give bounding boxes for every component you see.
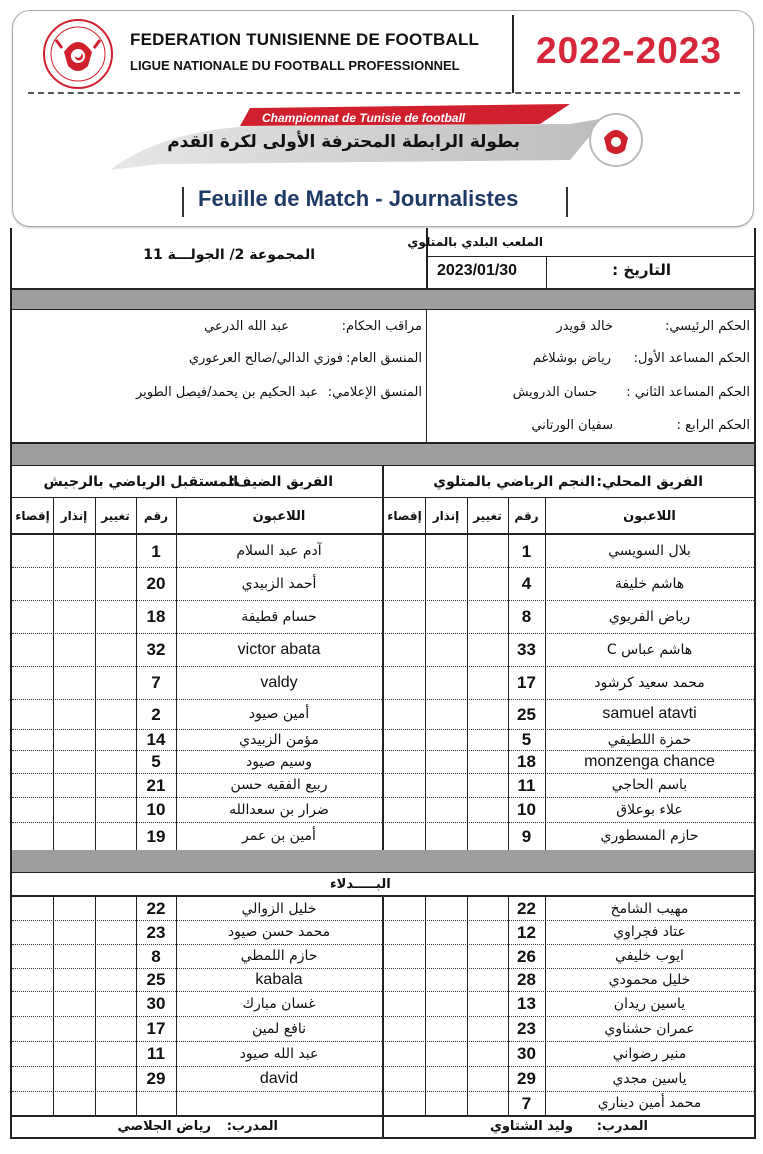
home-sub-number: 13 — [517, 994, 536, 1013]
home-starter-number: 18 — [517, 752, 536, 771]
media-name: عبد الحكيم بن يحمد/فيصل الطوير — [136, 385, 318, 400]
assistant2-name: حسان الدرويش — [512, 385, 597, 400]
away-sub-name: غسان مبارك — [242, 995, 316, 1012]
away-col-sep — [53, 897, 54, 1115]
row-divider — [12, 968, 754, 969]
row-divider — [12, 991, 754, 992]
home-starter-number: 1 — [521, 541, 532, 561]
home-sub-name: ياسين مجدي — [612, 1070, 687, 1087]
ligue-logo-icon — [588, 112, 644, 168]
home-starter-name: رياض الفريوي — [608, 608, 691, 625]
home-starter-number: 11 — [517, 775, 536, 795]
assistant1-name: رياض بوشلاغم — [532, 351, 611, 366]
home-starter-number: 33 — [517, 640, 536, 659]
row-divider — [12, 797, 754, 798]
home-sub-number: 28 — [517, 970, 536, 989]
away-sub-name: نافع لمين — [252, 1020, 306, 1037]
away-sub-name: حازم اللمطي — [240, 948, 318, 964]
away-starter-name: victor abata — [237, 640, 321, 658]
title-bar-left — [182, 187, 184, 217]
sheet-title: Feuille de Match - Journalistes — [198, 186, 519, 211]
observer-label: مراقب الحكام: — [341, 319, 422, 334]
row-divider — [12, 633, 754, 634]
away-sub-number: 30 — [146, 994, 166, 1013]
away-sub-number: 22 — [146, 899, 166, 918]
away-sub-number: 25 — [146, 970, 166, 989]
away-sub-name: kabala — [255, 970, 303, 988]
row-divider — [12, 944, 754, 945]
away-sub-name: david — [259, 1069, 299, 1087]
home-sub-name: عتاد فجراوي — [613, 924, 686, 940]
away-starter-name: أحمد الزبيدي — [241, 575, 317, 592]
home-starter-name: حازم المسطوري — [600, 828, 699, 844]
assistant2-label: الحكم المساعد الثاني : — [626, 385, 750, 400]
away-starter-number: 7 — [151, 673, 161, 692]
away-starter-number: 14 — [146, 730, 166, 749]
home-header-change: تغيير — [473, 509, 502, 523]
championship-ar: بطولة الرابطة المحترفة الأولى لكرة القدم — [167, 132, 520, 152]
away-starter-number: 2 — [151, 704, 161, 724]
home-sub-name: ياسين ريدان — [613, 995, 686, 1012]
home-coach-label: المدرب: — [596, 1119, 648, 1134]
gray-band-3 — [10, 850, 755, 872]
home-starter-name: هاشم عباس C — [606, 641, 693, 658]
home-team-label: الفريق المحلي: — [596, 474, 703, 490]
home-sub-name: ايوب خليفي — [615, 948, 684, 964]
row-divider — [12, 666, 754, 667]
ftf-logo-icon — [42, 18, 114, 90]
away-sub-name: عبد الله صيود — [239, 1045, 319, 1062]
home-starter-number: 8 — [521, 607, 532, 626]
row-divider — [12, 729, 754, 730]
home-header-players: اللاعبون — [623, 509, 676, 524]
coordinator-label: المنسق العام: — [346, 351, 422, 366]
row-divider — [12, 1016, 754, 1017]
home-starter-number: 5 — [521, 730, 532, 749]
away-starter-number: 10 — [146, 800, 166, 819]
away-sub-number: 8 — [151, 946, 161, 966]
row-divider — [12, 822, 754, 823]
title-bar-right — [566, 187, 568, 217]
home-sub-name: عمران حشناوي — [604, 1020, 695, 1037]
away-starter-name: ربيع الفقيه حسن — [230, 777, 328, 793]
home-sub-name: مهيب الشامخ — [610, 900, 689, 917]
away-sub-number: 17 — [146, 1019, 166, 1038]
home-starter-name: هاشم خليفة — [614, 575, 685, 592]
fourth-name: سفيان الورتاني — [531, 418, 613, 433]
away-header-exp: إقصاء — [15, 509, 50, 523]
away-starter-name: valdy — [260, 673, 298, 691]
home-starter-number: 17 — [517, 673, 536, 692]
row-divider — [12, 600, 754, 601]
away-starter-name: حسام قطيفة — [241, 608, 317, 625]
away-starter-name: وسيم صيود — [245, 753, 313, 770]
home-starter-number: 10 — [517, 800, 536, 819]
federation-name: FEDERATION TUNISIENNE DE FOOTBALL — [130, 30, 480, 49]
away-starter-number: 21 — [146, 775, 166, 795]
home-starter-name: محمد سعيد كرشود — [594, 674, 705, 691]
away-sub-number: 11 — [147, 1044, 165, 1063]
match-date: 2023/01/30 — [437, 262, 518, 279]
referee-label: الحكم الرئيسي: — [664, 319, 750, 334]
away-coach-label: المدرب: — [226, 1119, 278, 1134]
away-starter-number: 19 — [146, 826, 166, 846]
home-sub-number: 29 — [517, 1069, 536, 1088]
dashed-separator — [28, 92, 740, 94]
gray-band-1 — [10, 289, 755, 309]
away-starter-name: مؤمن الزبيدي — [239, 731, 319, 748]
home-sub-number: 22 — [517, 899, 536, 918]
row-divider — [12, 567, 754, 568]
home-coach-name: وليد الشتاوي — [489, 1119, 573, 1134]
home-sub-number: 26 — [517, 946, 536, 966]
home-sub-name: خليل محمودي — [608, 971, 691, 988]
away-sub-number: 29 — [146, 1069, 166, 1088]
away-sub-name: خليل الزوالي — [241, 900, 317, 917]
date-label: التاريخ : — [612, 261, 671, 279]
home-starter-name: بلال السويسي — [608, 543, 691, 559]
away-col-sep — [95, 897, 96, 1115]
home-starter-name: علاء بوعلاق — [616, 801, 683, 818]
gray-band-2 — [10, 443, 755, 465]
home-team-name: النجم الرياضي بالمتلوي — [433, 474, 595, 490]
home-col-sep — [425, 897, 426, 1115]
home-header-num: رقم — [514, 509, 539, 523]
home-col-sep — [467, 897, 468, 1115]
away-starter-number: 18 — [146, 607, 166, 626]
header-divider — [512, 15, 514, 93]
away-header-num: رقم — [143, 509, 169, 523]
away-team-label: الفريق الضيف: — [229, 474, 333, 490]
row-divider — [12, 1041, 754, 1042]
coordinator-name: فوزي الدالي/صالح العرعوري — [188, 351, 343, 366]
away-starter-name: آدم عبد السلام — [236, 543, 322, 559]
home-starter-name: حمزة اللطيفي — [607, 731, 692, 748]
away-coach-name: رياض الجلاصي — [117, 1119, 211, 1134]
away-starter-number: 5 — [151, 752, 161, 771]
subs-center-divider — [382, 897, 384, 1115]
assistant1-label: الحكم المساعد الأول: — [633, 351, 750, 366]
league-name: LIGUE NATIONALE DU FOOTBALL PROFESSIONNEL — [130, 58, 460, 73]
row-divider — [12, 920, 754, 921]
home-sub-name: منير رضواني — [612, 1045, 687, 1062]
home-starter-number: 9 — [521, 826, 532, 846]
group-round: المجموعة 2/ الجولـــة 11 — [143, 247, 315, 263]
away-sub-number: 23 — [146, 922, 166, 942]
home-sub-name: محمد أمين ديناري — [597, 1095, 702, 1111]
home-sub-number: 12 — [517, 922, 536, 942]
season: 2022-2023 — [536, 30, 722, 71]
row-divider — [12, 699, 754, 700]
home-starter-name: samuel atavti — [602, 705, 697, 722]
away-starter-name: أمين بن عمر — [242, 828, 316, 844]
away-header-change: تغيير — [101, 509, 130, 523]
away-sub-name: محمد حسن صيود — [227, 924, 331, 940]
home-sub-number: 7 — [521, 1093, 532, 1113]
home-starter-number: 25 — [517, 704, 536, 724]
away-header-players: اللاعبون — [252, 509, 306, 524]
home-starter-name: باسم الحاجي — [611, 777, 688, 793]
row-divider — [12, 750, 754, 751]
away-header-warn: إنذار — [60, 509, 88, 523]
row-divider — [12, 773, 754, 774]
observer-name: عبد الله الدرعي — [204, 319, 289, 334]
row-divider — [12, 1091, 754, 1092]
home-starter-number: 4 — [521, 574, 532, 593]
stadium: الملعب البلدي بالمتلوي — [407, 235, 543, 249]
row-divider — [12, 1066, 754, 1067]
home-starter-name: monzenga chance — [584, 752, 715, 770]
home-sub-number: 23 — [517, 1019, 536, 1038]
referee-name: خالد قويدر — [556, 319, 613, 334]
away-starter-number: 20 — [146, 574, 166, 593]
away-team-name: المستقبل الرياضي بالرجيش — [43, 474, 238, 490]
media-label: المنسق الإعلامي: — [327, 385, 422, 400]
championship-fr: Championnat de Tunisie de football — [262, 111, 466, 125]
away-starter-name: أمين صيود — [248, 706, 310, 722]
fourth-label: الحكم الرابع : — [676, 418, 750, 433]
home-header-warn: إنذار — [432, 509, 460, 523]
away-starter-number: 32 — [146, 640, 166, 659]
home-sub-number: 30 — [517, 1044, 536, 1063]
away-starter-name: ضرار بن سعدالله — [229, 801, 329, 818]
home-header-exp: إقصاء — [387, 509, 422, 523]
away-starter-number: 1 — [151, 541, 161, 561]
subs-title: البـــــدلاء — [330, 877, 391, 892]
